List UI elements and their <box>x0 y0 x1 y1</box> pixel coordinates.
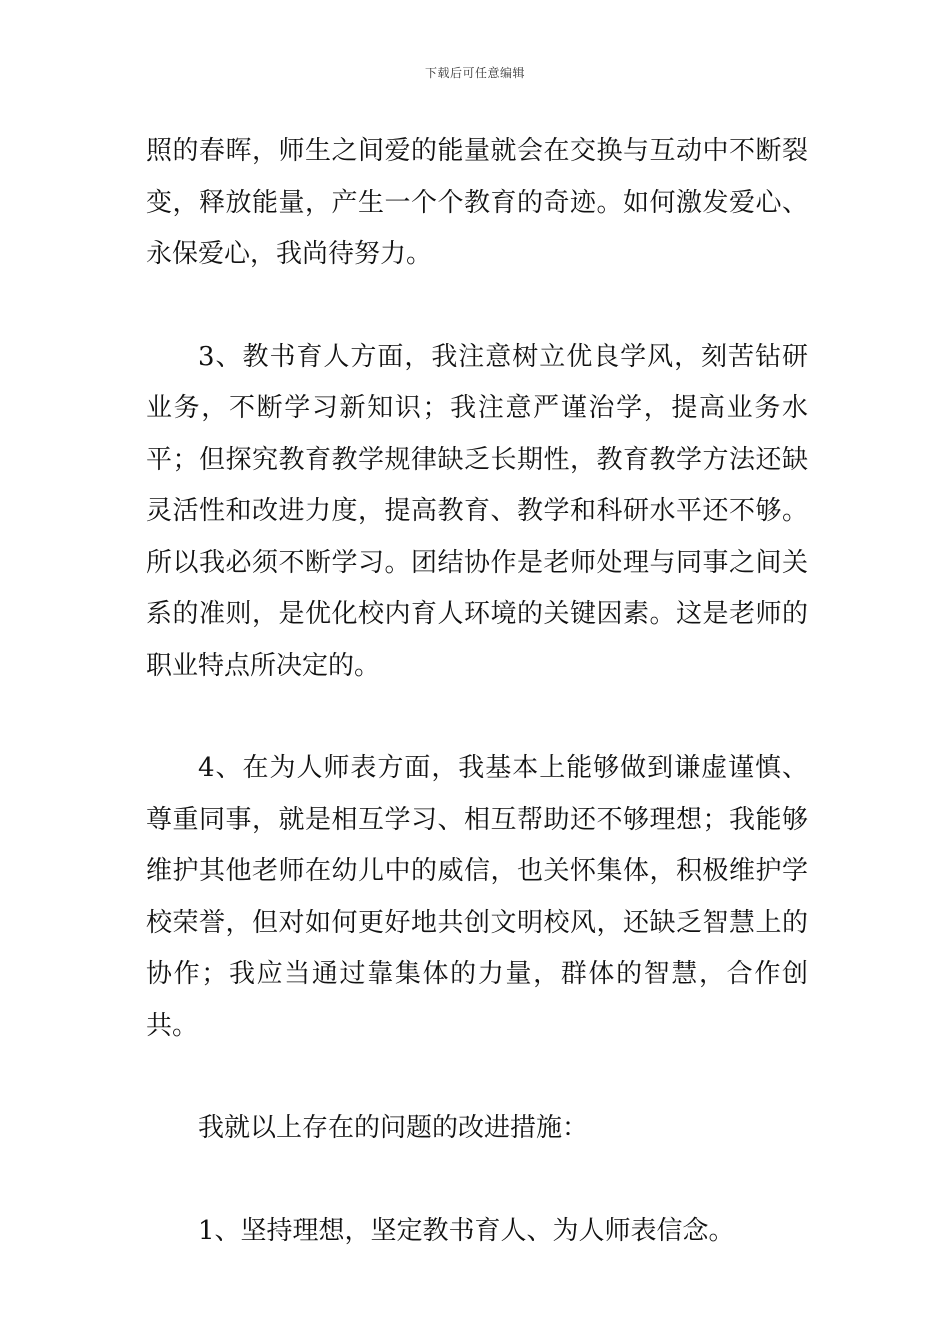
paragraph-item-4: 4、在为人师表方面，我基本上能够做到谦虚谨慎、尊重同事，就是相互学习、相互帮助还不够理想；我能够维护其他老师在幼儿中的威信，也关怀集体，积极维护学校荣誉，但对如何更好地共创文明校风，还缺乏智慧上的协作；我应当通过靠集体的力量，群体的智慧，合作创共。 <box>146 753 808 1041</box>
paragraph-measure-1: 1、坚持理想，坚定教书育人、为人师表信念。 <box>198 1215 735 1246</box>
paragraph-item-3: 3、教书育人方面，我注意树立优良学风，刻苦钻研业务，不断学习新知识；我注意严谨治学，提高业务水平；但探究教育教学规律缺乏长期性，教育教学方法还缺灵活性和改进力度，提高教育、教学和科研水平还不够。所以我必须不断学习。团结协作是老师处理与同事之间关系的准则，是优化校内育人环境的关键因素。这是老师的职业特点所决定的。 <box>146 341 808 681</box>
paragraph-gap <box>146 692 808 743</box>
paragraph-measures-intro: 我就以上存在的问题的改进措施： <box>198 1113 589 1143</box>
document-body <box>146 126 808 1257</box>
paragraph-gap <box>146 1155 808 1206</box>
paragraph-gap <box>146 1052 808 1103</box>
header-note: 下载后可任意编辑 <box>424 66 525 80</box>
paragraph-continuation: 照的春晖，师生之间爱的能量就会在交换与互动中不断裂变，释放能量，产生一个个教育的奇迹。如何激发爱心、永保爱心，我尚待努力。 <box>146 136 808 269</box>
paragraph-gap <box>146 281 808 332</box>
